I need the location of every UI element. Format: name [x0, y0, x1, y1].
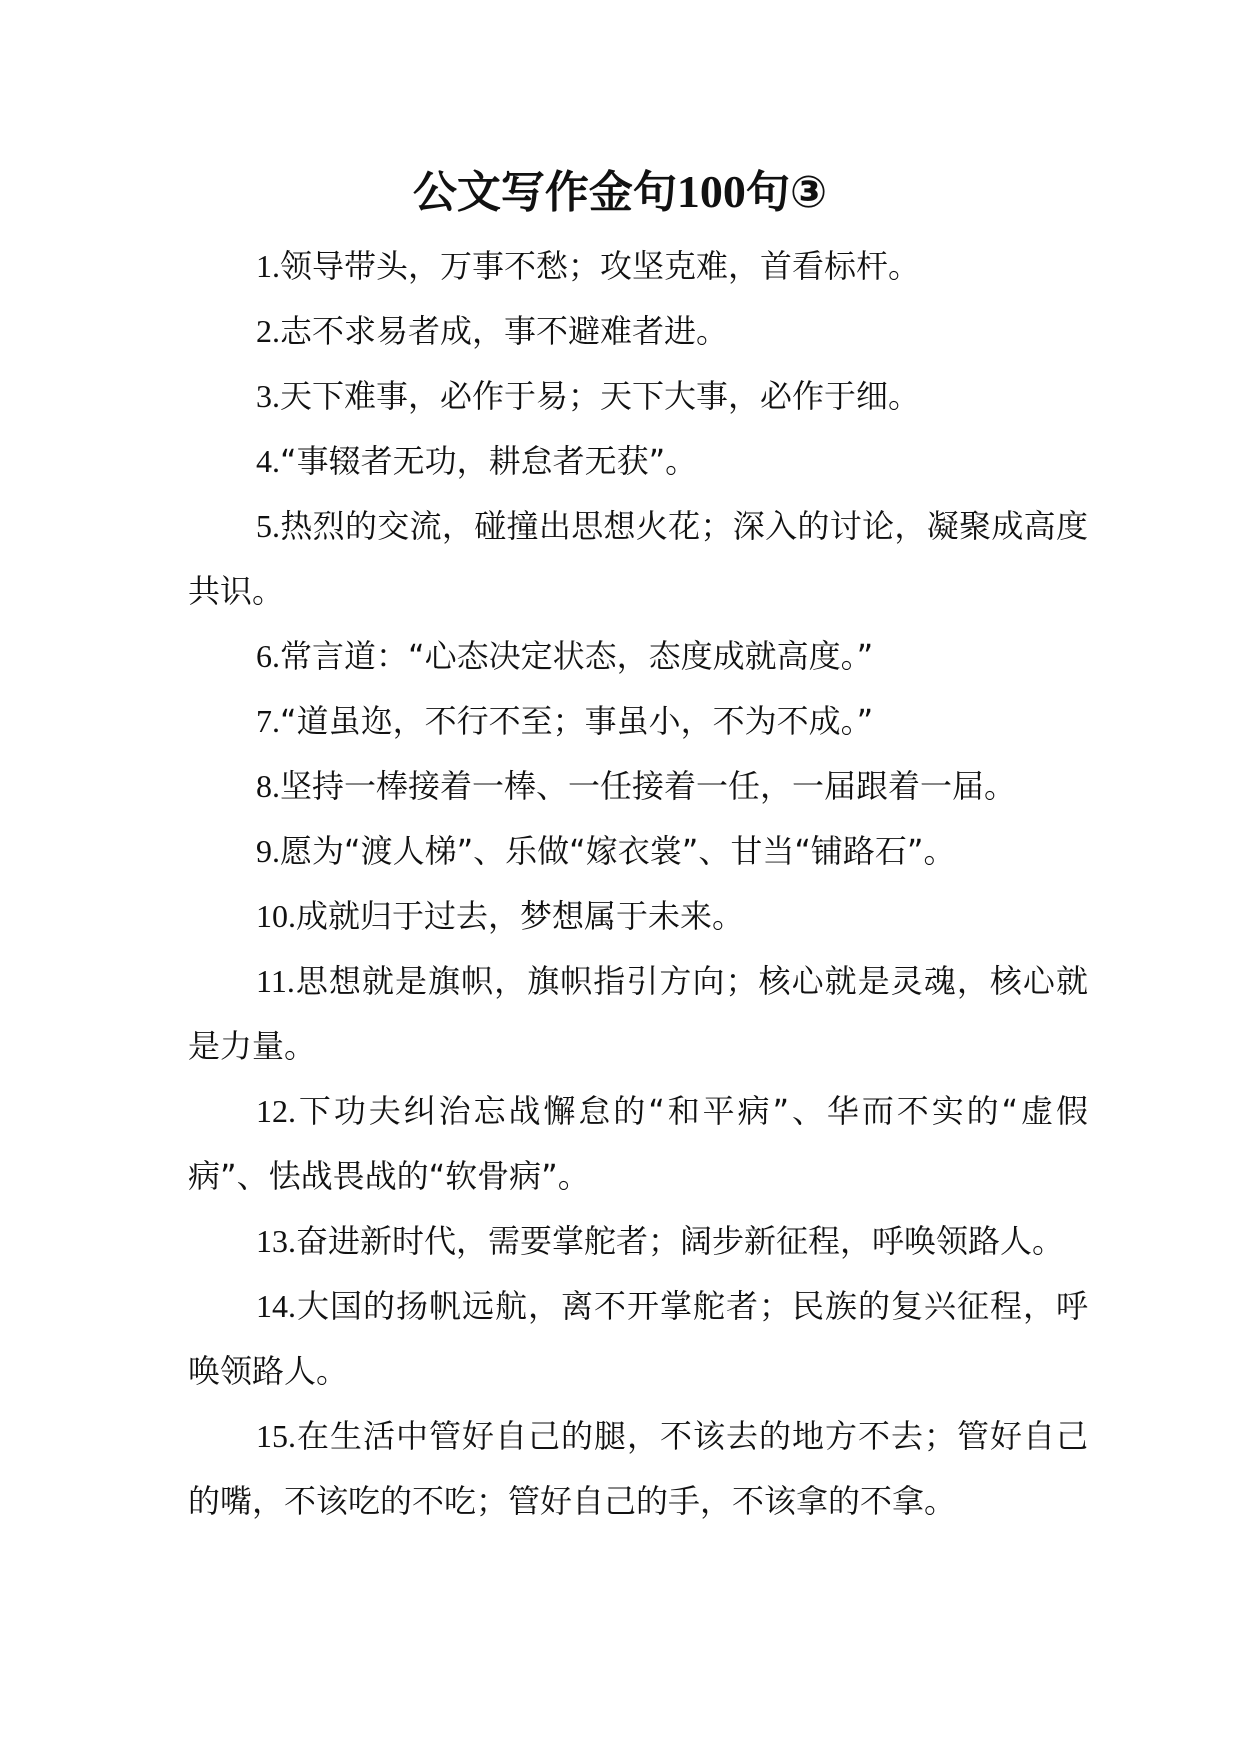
item-text: 坚持一棒接着一棒、一任接着一任，一届跟着一届。 — [280, 767, 1017, 805]
item-number: 12. — [256, 1093, 296, 1129]
item-text: 奋进新时代，需要掌舵者；阔步新征程，呼唤领路人。 — [296, 1222, 1065, 1260]
item-number: 7. — [256, 703, 280, 739]
item-number: 9. — [256, 833, 280, 869]
item-number: 8. — [256, 768, 280, 804]
quote-list — [188, 234, 1088, 1534]
list-item — [188, 1079, 1088, 1209]
item-text: “事辍者无功，耕怠者无获”。 — [280, 442, 698, 480]
list-item — [188, 884, 1088, 949]
item-number: 10. — [256, 898, 296, 934]
list-item — [188, 949, 1088, 1079]
list-item — [188, 364, 1088, 429]
item-text: 志不求易者成，事不避难者进。 — [280, 312, 729, 350]
list-item — [188, 1274, 1088, 1404]
list-item — [188, 299, 1088, 364]
item-text: 下功夫纠治忘战懈怠的“和平病”、华而不实的“虚假病”、怯战畏战的“软骨病”。 — [188, 1092, 1088, 1195]
list-item — [188, 754, 1088, 819]
item-text: 天下难事，必作于易；天下大事，必作于细。 — [280, 377, 921, 415]
item-number: 5. — [256, 508, 280, 544]
item-number: 3. — [256, 378, 280, 414]
item-text: 常言道：“心态决定状态，态度成就高度。” — [280, 637, 874, 675]
item-number: 13. — [256, 1223, 296, 1259]
item-text: 成就归于过去，梦想属于未来。 — [296, 897, 745, 935]
item-number: 14. — [256, 1288, 296, 1324]
item-number: 11. — [256, 963, 295, 999]
item-number: 6. — [256, 638, 280, 674]
item-number: 15. — [256, 1418, 296, 1454]
item-text: 大国的扬帆远航，离不开掌舵者；民族的复兴征程，呼唤领路人。 — [188, 1287, 1088, 1390]
document-title — [0, 162, 1240, 223]
item-text: 在生活中管好自己的腿，不该去的地方不去；管好自己的嘴，不该吃的不吃；管好自己的手，不该拿的不拿。 — [188, 1417, 1088, 1520]
title-suffix: 句③ — [745, 167, 828, 218]
item-text: 热烈的交流，碰撞出思想火花；深入的讨论，凝聚成高度共识。 — [188, 507, 1088, 610]
list-item — [188, 429, 1088, 494]
list-item — [188, 819, 1088, 884]
title-number: 100 — [676, 166, 746, 217]
list-item — [188, 494, 1088, 624]
item-text: 领导带头，万事不愁；攻坚克难，首看标杆。 — [280, 247, 921, 285]
item-text: “道虽迩，不行不至；事虽小，不为不成。” — [280, 702, 874, 740]
item-text: 愿为“渡人梯”、乐做“嫁衣裳”、甘当“铺路石”。 — [280, 832, 956, 870]
title-prefix: 公文写作金句 — [412, 167, 677, 218]
item-text: 思想就是旗帜，旗帜指引方向；核心就是灵魂，核心就是力量。 — [188, 962, 1088, 1065]
list-item — [188, 689, 1088, 754]
item-number: 4. — [256, 443, 280, 479]
list-item — [188, 1404, 1088, 1534]
list-item — [188, 624, 1088, 689]
list-item — [188, 234, 1088, 299]
list-item — [188, 1209, 1088, 1274]
item-number: 2. — [256, 313, 280, 349]
item-number: 1. — [256, 248, 280, 284]
